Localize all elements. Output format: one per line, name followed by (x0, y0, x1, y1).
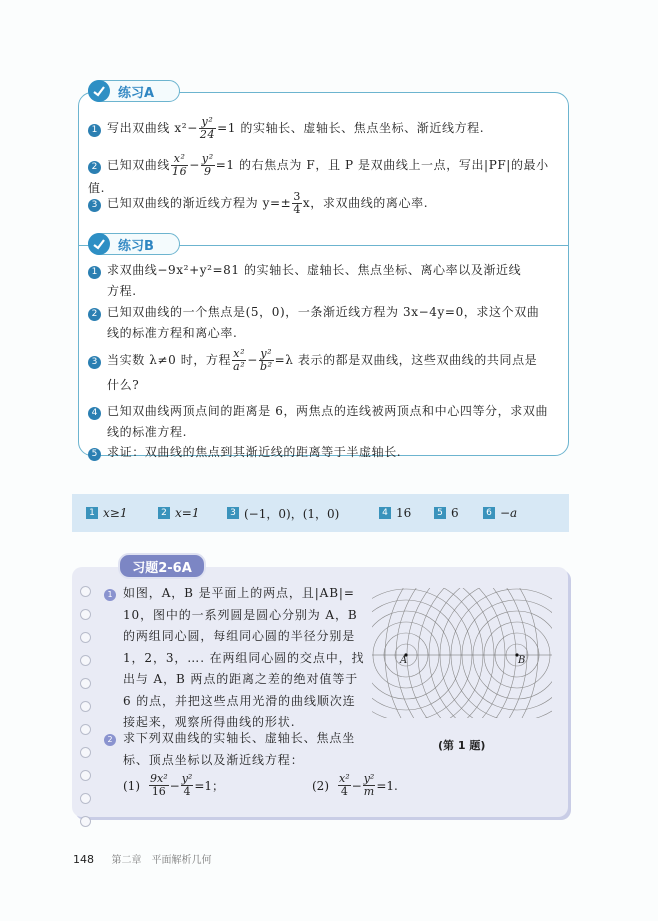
practice-a-tag (88, 80, 180, 102)
question-text: 线的标准方程. (107, 425, 188, 439)
answer-strip (72, 494, 569, 532)
chapter-title: 第二章 平面解析几何 (111, 855, 212, 866)
question-text: 已知双曲线两顶点间的距离是 6，两焦点的连线被两顶点和中心四等分，求双曲 (107, 404, 549, 418)
number-badge: 2 (88, 161, 101, 174)
exercise-question-2: 2 求下列双曲线的实轴长、虚轴长、焦点坐 标、顶点坐标以及渐近线方程： (104, 728, 374, 771)
question-text: =λ 表示的都是双曲线，这些双曲线的共同点是 (274, 353, 538, 367)
fraction: $\frac{\text{y²}}{\text{b²}}$ (259, 347, 273, 373)
question-text: =1 的实轴长、虚轴长、焦点坐标、渐近线方程. (217, 121, 485, 135)
number-badge: 1 (88, 124, 101, 137)
fraction: $\frac{\text{y²}}{24}$ (199, 115, 216, 141)
question-text: 写出双曲线 x²− (107, 121, 198, 135)
practice-a-question-3 (88, 191, 558, 216)
answer-item: 6 −a (483, 506, 517, 520)
question-text: 已知双曲线 (107, 158, 171, 172)
number-badge: 1 (88, 266, 101, 279)
answer-item: 1 x≥1 (86, 506, 127, 520)
question-text: 求双曲线−9x²+y²=81 的实轴长、虚轴长、焦点坐标、离心率以及渐近线 (107, 263, 522, 277)
question-text: x，求双曲线的离心率. (302, 196, 429, 210)
fraction: $\frac{\text{x²}}{16}$ (172, 152, 188, 178)
page-footer (73, 851, 212, 866)
question-text: 方程. (107, 284, 137, 298)
question-text: =1 的右焦点为 F，且 P 是双曲线上一点，写出|PF|的最小值. (88, 158, 549, 195)
practice-b-question-1 (88, 260, 558, 302)
question-text: 已知双曲线的渐近线方程为 y=± (107, 196, 292, 210)
fraction: $\frac{\text{y²}}{9}$ (201, 152, 214, 178)
practice-a-title: 练习A (118, 85, 155, 101)
pencil-check-icon (88, 233, 110, 255)
practice-b-tag (88, 233, 180, 255)
figure-caption: (第 1 题) (438, 739, 486, 752)
question-text: 当实数 λ≠0 时，方程 (107, 353, 232, 367)
answer-item: 3 (−1，0)，(1，0) (227, 505, 339, 522)
answer-item: 2 x=1 (158, 506, 199, 520)
number-badge: 3 (88, 199, 101, 212)
practice-b-title: 练习B (118, 238, 154, 254)
concentric-circles-figure (372, 588, 552, 718)
practice-b-question-5 (88, 442, 558, 463)
binder-rings (80, 586, 91, 839)
answer-item: 5 6 (434, 506, 459, 520)
sub-equation-1: (1) $\frac{\text{9x²}}{16}$ − $\frac{\text{y²}}{4}$ =1； (123, 772, 225, 798)
number-badge: 3 (88, 356, 101, 369)
number-badge: 5 (88, 448, 101, 461)
practice-b-question-4 (88, 401, 558, 443)
practice-b-question-3: 3 当实数 λ≠0 时，方程 $\frac{\text{x²}}{\text{a²}}$ − $\frac{\text{y²}}{\text{b²}}$ =λ 表示的都是双曲线，这些双曲线的共同点是 什么? (88, 348, 558, 396)
practice-a-question-2: 2 已知双曲线 $\frac{\text{x²}}{16}$ − $\frac{\text{y²}}{9}$ =1 的右焦点为 F，且 P 是双曲线上一点，写出|PF|的最小值. (88, 152, 549, 195)
exercise-question-1: 1 如图，A，B 是平面上的两点，且|AB|= 10，图中的一系列圆是圆心分别为 A，B 的两组同心圆，每组同心圆的半径分别是 1，2，3，…. 在两组同心圆的交点中，找 出与 A，B 两点的距离之差的绝对值等于 6 的点，并把这些点用光滑的曲线顺次连 接起来，观察所得曲线的形状. (104, 583, 374, 734)
question-text: 线的标准方程和离心率. (107, 326, 238, 340)
question-text: 求下列双曲线的实轴长、虚轴长、焦点坐 (123, 731, 356, 745)
fraction: $\frac{3}{4}$ (293, 190, 301, 216)
pencil-check-icon (88, 80, 110, 102)
question-text: 已知双曲线的一个焦点是(5，0)，一条渐近线方程为 3x−4y=0，求这个双曲 (107, 305, 540, 319)
number-badge: 4 (88, 407, 101, 420)
sub-equation-2: (2) $\frac{\text{x²}}{4}$ − $\frac{\text{y²}}{m}$ =1. (312, 772, 398, 798)
number-badge: 1 (104, 589, 116, 601)
point-a-label: A (400, 655, 408, 666)
point-b-label: B (518, 655, 526, 666)
number-badge: 2 (88, 308, 101, 321)
exercise-title: 习题2-6A (118, 553, 206, 579)
number-badge: 2 (104, 734, 116, 746)
fraction: $\frac{\text{x²}}{\text{a²}}$ (233, 347, 246, 373)
question-text: 什么? (107, 378, 140, 392)
answer-item: 4 16 (379, 506, 411, 520)
question-text: 如图，A，B 是平面上的两点，且|AB|= (123, 586, 355, 600)
question-text: 求证：双曲线的焦点到其渐近线的距离等于半虚轴长. (107, 445, 402, 459)
practice-b-question-2 (88, 302, 558, 344)
page-number: 148 (73, 853, 94, 866)
practice-a-question-1 (88, 116, 558, 141)
